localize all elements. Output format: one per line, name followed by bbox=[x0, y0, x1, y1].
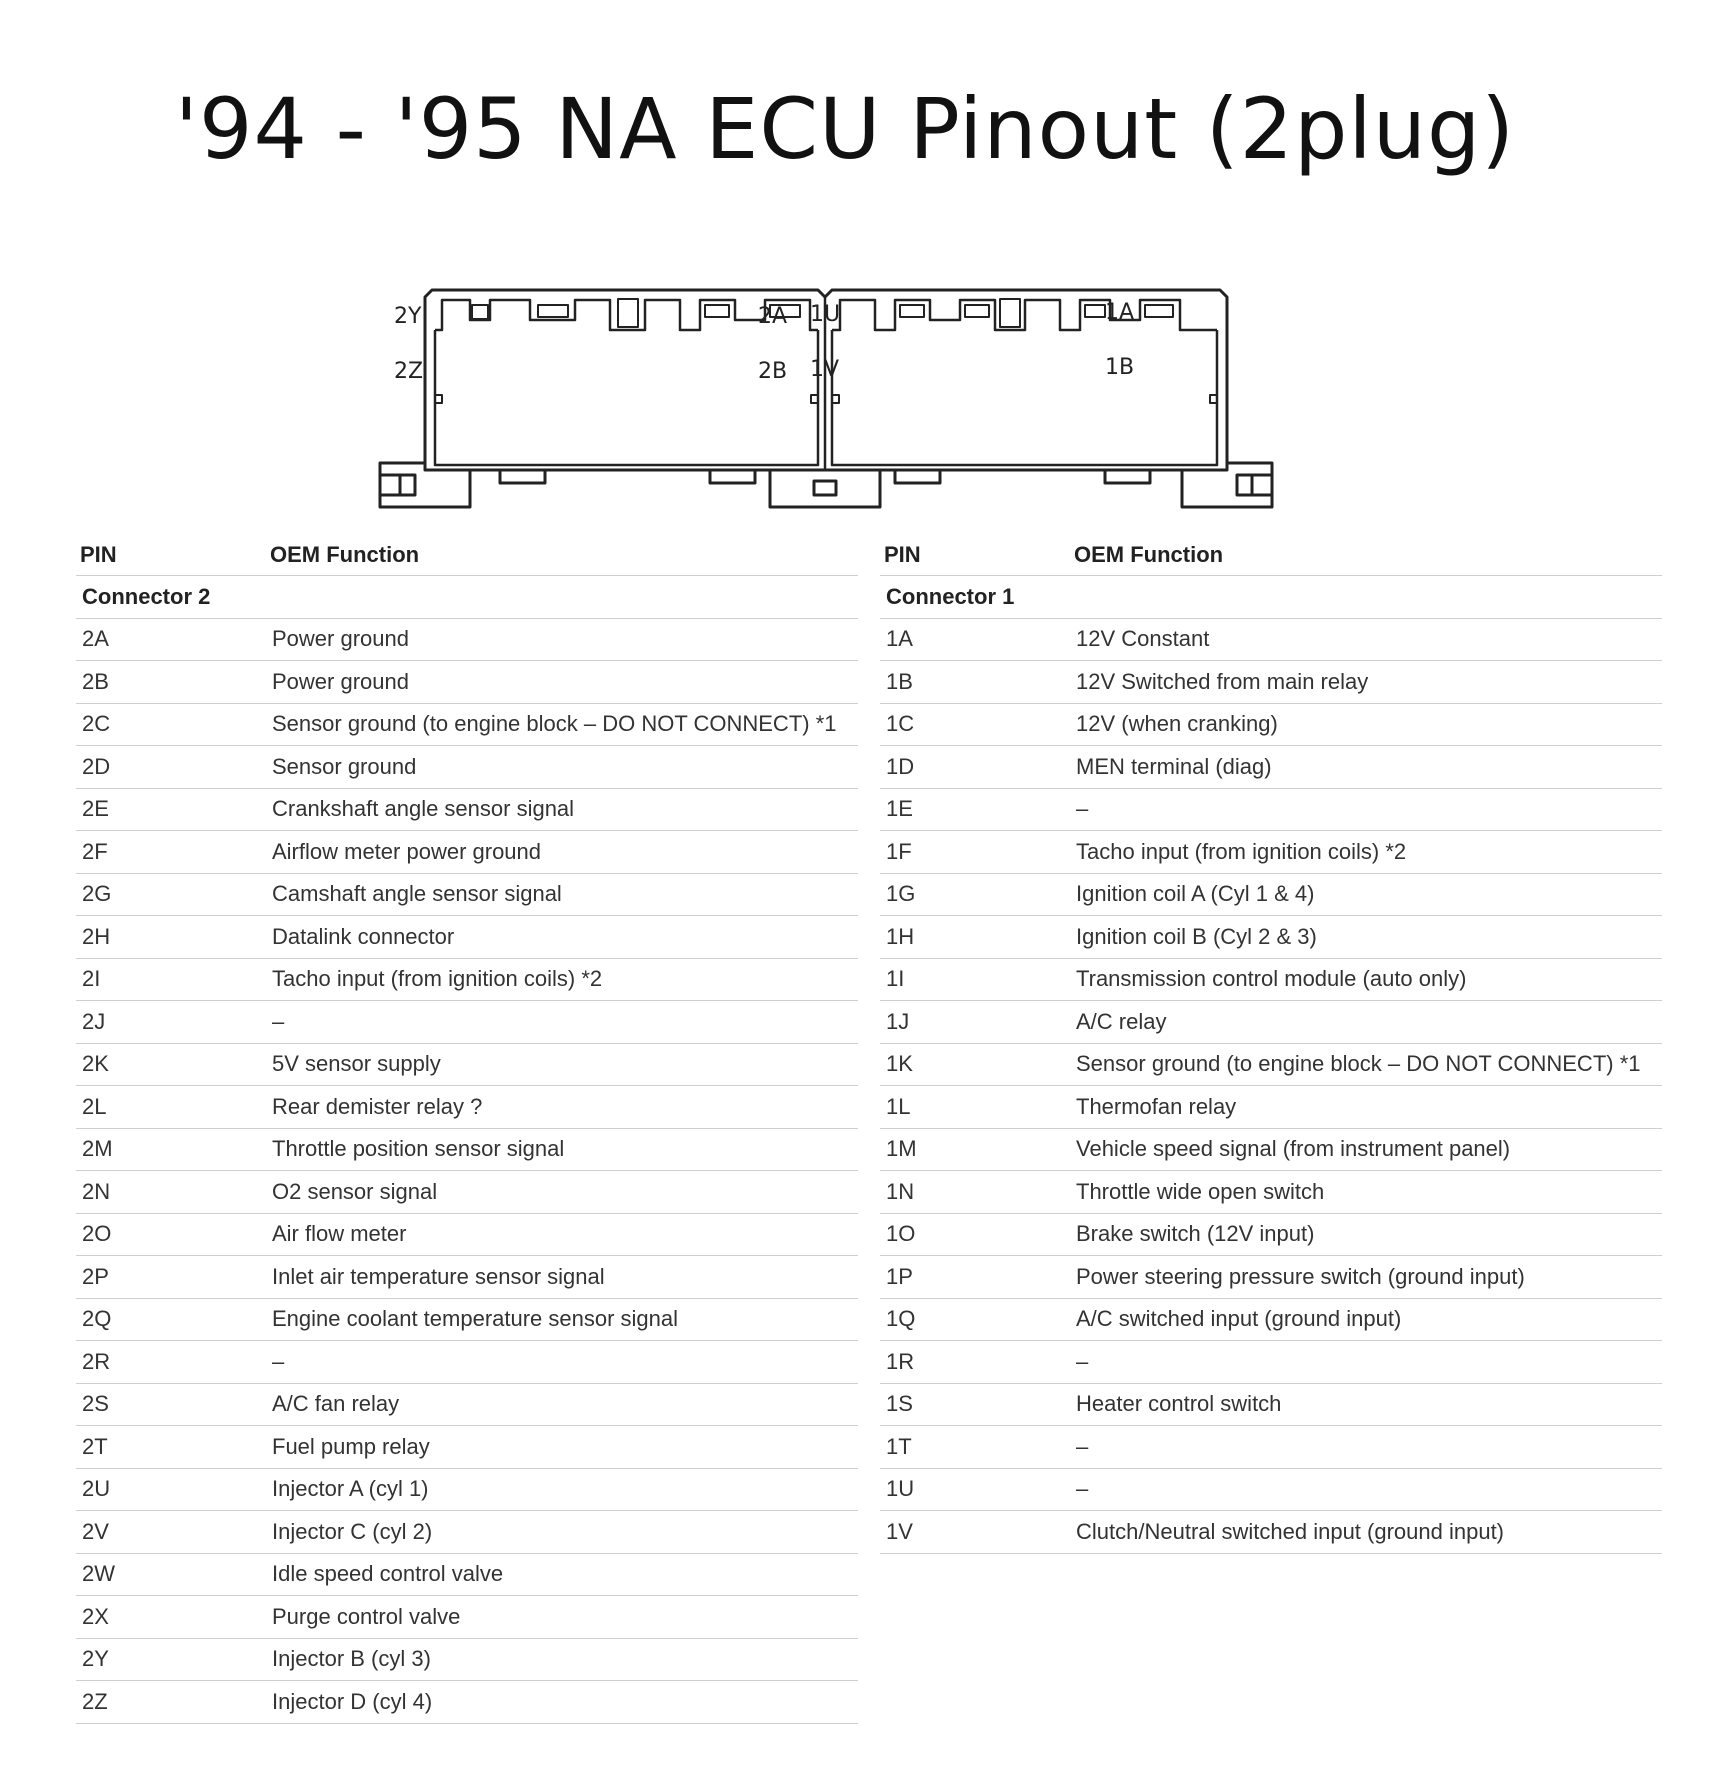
function-cell: Sensor ground (to engine block – DO NOT CONNECT) *1 bbox=[266, 703, 858, 746]
table-row bbox=[880, 1086, 1662, 1129]
table-row bbox=[880, 618, 1662, 661]
table-row bbox=[880, 1001, 1662, 1044]
connector-name: Connector 2 bbox=[76, 576, 858, 619]
pin-cell: 2B bbox=[76, 661, 266, 704]
table-row bbox=[76, 746, 858, 789]
connector-1-pin-table bbox=[880, 535, 1662, 1554]
function-cell: Datalink connector bbox=[266, 916, 858, 959]
pin-cell: 2N bbox=[76, 1171, 266, 1214]
table-row bbox=[76, 1298, 858, 1341]
table-row bbox=[76, 1213, 858, 1256]
function-cell: A/C fan relay bbox=[266, 1383, 858, 1426]
pin-cell: 2Z bbox=[76, 1681, 266, 1724]
function-cell: Vehicle speed signal (from instrument panel) bbox=[1070, 1128, 1662, 1171]
function-cell: Power steering pressure switch (ground input) bbox=[1070, 1256, 1662, 1299]
pin-cell: 2L bbox=[76, 1086, 266, 1129]
connector-2-pin-table bbox=[76, 535, 858, 1724]
table-row bbox=[880, 958, 1662, 1001]
pin-cell: 2C bbox=[76, 703, 266, 746]
pin-cell: 2E bbox=[76, 788, 266, 831]
function-cell: Injector C (cyl 2) bbox=[266, 1511, 858, 1554]
table-row bbox=[880, 1128, 1662, 1171]
pin-cell: 1F bbox=[880, 831, 1070, 874]
function-cell: A/C relay bbox=[1070, 1001, 1662, 1044]
function-cell: 12V (when cranking) bbox=[1070, 703, 1662, 746]
table-row bbox=[76, 1638, 858, 1681]
connector-name: Connector 1 bbox=[880, 576, 1662, 619]
table-row bbox=[880, 746, 1662, 789]
function-cell: Fuel pump relay bbox=[266, 1426, 858, 1469]
function-cell: 5V sensor supply bbox=[266, 1043, 858, 1086]
pin-cell: 2S bbox=[76, 1383, 266, 1426]
function-cell: Sensor ground bbox=[266, 746, 858, 789]
function-cell: Purge control valve bbox=[266, 1596, 858, 1639]
connector-group-row bbox=[76, 576, 858, 619]
table-row bbox=[76, 1256, 858, 1299]
table-row bbox=[76, 1086, 858, 1129]
pin-label-2Z: 2Z bbox=[394, 359, 424, 384]
table-row bbox=[880, 1171, 1662, 1214]
table-header-row bbox=[76, 535, 858, 576]
function-cell: Air flow meter bbox=[266, 1213, 858, 1256]
pin-cell: 2O bbox=[76, 1213, 266, 1256]
page-title: '94 - '95 NA ECU Pinout (2plug) bbox=[174, 80, 1516, 178]
function-cell: 12V Switched from main relay bbox=[1070, 661, 1662, 704]
pin-cell: 2T bbox=[76, 1426, 266, 1469]
function-cell: O2 sensor signal bbox=[266, 1171, 858, 1214]
function-cell: Tacho input (from ignition coils) *2 bbox=[1070, 831, 1662, 874]
function-cell: Airflow meter power ground bbox=[266, 831, 858, 874]
pin-cell: 2X bbox=[76, 1596, 266, 1639]
table-row bbox=[76, 1511, 858, 1554]
pin-column-header: PIN bbox=[76, 535, 266, 576]
pin-cell: 2M bbox=[76, 1128, 266, 1171]
pin-cell: 1H bbox=[880, 916, 1070, 959]
pin-label-1B: 1B bbox=[1105, 355, 1135, 380]
table-row bbox=[76, 618, 858, 661]
pin-cell: 1M bbox=[880, 1128, 1070, 1171]
pin-cell: 2U bbox=[76, 1468, 266, 1511]
pin-cell: 2J bbox=[76, 1001, 266, 1044]
pin-label-2A: 2A bbox=[758, 304, 788, 329]
function-column-header: OEM Function bbox=[1070, 535, 1662, 576]
table-row bbox=[76, 1171, 858, 1214]
function-cell: Rear demister relay ? bbox=[266, 1086, 858, 1129]
table-header-row bbox=[880, 535, 1662, 576]
table-row bbox=[76, 958, 858, 1001]
pin-label-2B: 2B bbox=[758, 359, 788, 384]
pin-cell: 2P bbox=[76, 1256, 266, 1299]
function-cell: Ignition coil B (Cyl 2 & 3) bbox=[1070, 916, 1662, 959]
function-cell: Throttle wide open switch bbox=[1070, 1171, 1662, 1214]
table-row bbox=[880, 703, 1662, 746]
pin-cell: 1A bbox=[880, 618, 1070, 661]
function-cell: – bbox=[266, 1341, 858, 1384]
pin-cell: 2A bbox=[76, 618, 266, 661]
pin-cell: 1P bbox=[880, 1256, 1070, 1299]
table-row bbox=[76, 1001, 858, 1044]
table-row bbox=[880, 1383, 1662, 1426]
pin-cell: 1B bbox=[880, 661, 1070, 704]
function-cell: Ignition coil A (Cyl 1 & 4) bbox=[1070, 873, 1662, 916]
pin-cell: 2K bbox=[76, 1043, 266, 1086]
pin-cell: 1S bbox=[880, 1383, 1070, 1426]
table-row bbox=[76, 703, 858, 746]
function-cell: Power ground bbox=[266, 661, 858, 704]
function-cell: – bbox=[1070, 788, 1662, 831]
pin-cell: 1G bbox=[880, 873, 1070, 916]
connector-1-rows bbox=[880, 576, 1662, 1554]
table-row bbox=[76, 1468, 858, 1511]
function-cell: Injector B (cyl 3) bbox=[266, 1638, 858, 1681]
pin-cell: 2R bbox=[76, 1341, 266, 1384]
table-row bbox=[76, 788, 858, 831]
pin-label-1A: 1A bbox=[1105, 300, 1135, 325]
pin-cell: 2F bbox=[76, 831, 266, 874]
function-cell: Transmission control module (auto only) bbox=[1070, 958, 1662, 1001]
table-row bbox=[76, 1128, 858, 1171]
function-cell: A/C switched input (ground input) bbox=[1070, 1298, 1662, 1341]
table-row bbox=[880, 873, 1662, 916]
table-row bbox=[76, 1426, 858, 1469]
table-row bbox=[76, 1681, 858, 1724]
table-row bbox=[880, 788, 1662, 831]
pin-cell: 1E bbox=[880, 788, 1070, 831]
function-column-header: OEM Function bbox=[266, 535, 858, 576]
function-cell: – bbox=[266, 1001, 858, 1044]
connector-outline bbox=[370, 285, 1290, 515]
pin-label-2Y: 2Y bbox=[394, 304, 422, 329]
pin-cell: 2D bbox=[76, 746, 266, 789]
pin-cell: 1I bbox=[880, 958, 1070, 1001]
pin-label-1U: 1U bbox=[810, 302, 841, 327]
table-row bbox=[880, 831, 1662, 874]
pin-cell: 1O bbox=[880, 1213, 1070, 1256]
table-row bbox=[880, 1511, 1662, 1554]
pin-cell: 2V bbox=[76, 1511, 266, 1554]
function-cell: – bbox=[1070, 1426, 1662, 1469]
table-row bbox=[880, 661, 1662, 704]
function-cell: Brake switch (12V input) bbox=[1070, 1213, 1662, 1256]
function-cell: MEN terminal (diag) bbox=[1070, 746, 1662, 789]
pin-cell: 2H bbox=[76, 916, 266, 959]
function-cell: Thermofan relay bbox=[1070, 1086, 1662, 1129]
table-row bbox=[880, 1298, 1662, 1341]
pin-cell: 1U bbox=[880, 1468, 1070, 1511]
connector-group-row bbox=[880, 576, 1662, 619]
pin-column-header: PIN bbox=[880, 535, 1070, 576]
pin-cell: 1J bbox=[880, 1001, 1070, 1044]
table-row bbox=[880, 1341, 1662, 1384]
table-row bbox=[880, 1213, 1662, 1256]
function-cell: Idle speed control valve bbox=[266, 1553, 858, 1596]
table-row bbox=[76, 1043, 858, 1086]
table-row bbox=[76, 661, 858, 704]
function-cell: Sensor ground (to engine block – DO NOT CONNECT) *1 bbox=[1070, 1043, 1662, 1086]
pin-label-1V: 1V bbox=[810, 357, 840, 382]
function-cell: Camshaft angle sensor signal bbox=[266, 873, 858, 916]
function-cell: – bbox=[1070, 1468, 1662, 1511]
function-cell: Throttle position sensor signal bbox=[266, 1128, 858, 1171]
table-row bbox=[880, 1043, 1662, 1086]
table-row bbox=[76, 873, 858, 916]
pin-cell: 1R bbox=[880, 1341, 1070, 1384]
table-row bbox=[880, 1468, 1662, 1511]
pin-cell: 2Q bbox=[76, 1298, 266, 1341]
function-cell: Injector D (cyl 4) bbox=[266, 1681, 858, 1724]
pin-cell: 2Y bbox=[76, 1638, 266, 1681]
table-row bbox=[76, 916, 858, 959]
table-row bbox=[880, 916, 1662, 959]
function-cell: Clutch/Neutral switched input (ground input) bbox=[1070, 1511, 1662, 1554]
function-cell: 12V Constant bbox=[1070, 618, 1662, 661]
pin-cell: 2G bbox=[76, 873, 266, 916]
pin-cell: 1D bbox=[880, 746, 1070, 789]
function-cell: Inlet air temperature sensor signal bbox=[266, 1256, 858, 1299]
function-cell: Tacho input (from ignition coils) *2 bbox=[266, 958, 858, 1001]
pin-cell: 1Q bbox=[880, 1298, 1070, 1341]
table-row bbox=[76, 1383, 858, 1426]
function-cell: Power ground bbox=[266, 618, 858, 661]
pin-cell: 1V bbox=[880, 1511, 1070, 1554]
pin-cell: 1T bbox=[880, 1426, 1070, 1469]
table-row bbox=[880, 1426, 1662, 1469]
function-cell: Injector A (cyl 1) bbox=[266, 1468, 858, 1511]
connector-2-rows bbox=[76, 576, 858, 1724]
pin-cell: 1N bbox=[880, 1171, 1070, 1214]
pin-cell: 1C bbox=[880, 703, 1070, 746]
table-row bbox=[880, 1256, 1662, 1299]
ecu-connector-diagram bbox=[370, 285, 1290, 520]
function-cell: Engine coolant temperature sensor signal bbox=[266, 1298, 858, 1341]
pin-cell: 1L bbox=[880, 1086, 1070, 1129]
table-row bbox=[76, 1596, 858, 1639]
function-cell: – bbox=[1070, 1341, 1662, 1384]
function-cell: Crankshaft angle sensor signal bbox=[266, 788, 858, 831]
pin-cell: 1K bbox=[880, 1043, 1070, 1086]
table-row bbox=[76, 831, 858, 874]
table-row bbox=[76, 1341, 858, 1384]
pin-cell: 2I bbox=[76, 958, 266, 1001]
table-row bbox=[76, 1553, 858, 1596]
function-cell: Heater control switch bbox=[1070, 1383, 1662, 1426]
pin-cell: 2W bbox=[76, 1553, 266, 1596]
